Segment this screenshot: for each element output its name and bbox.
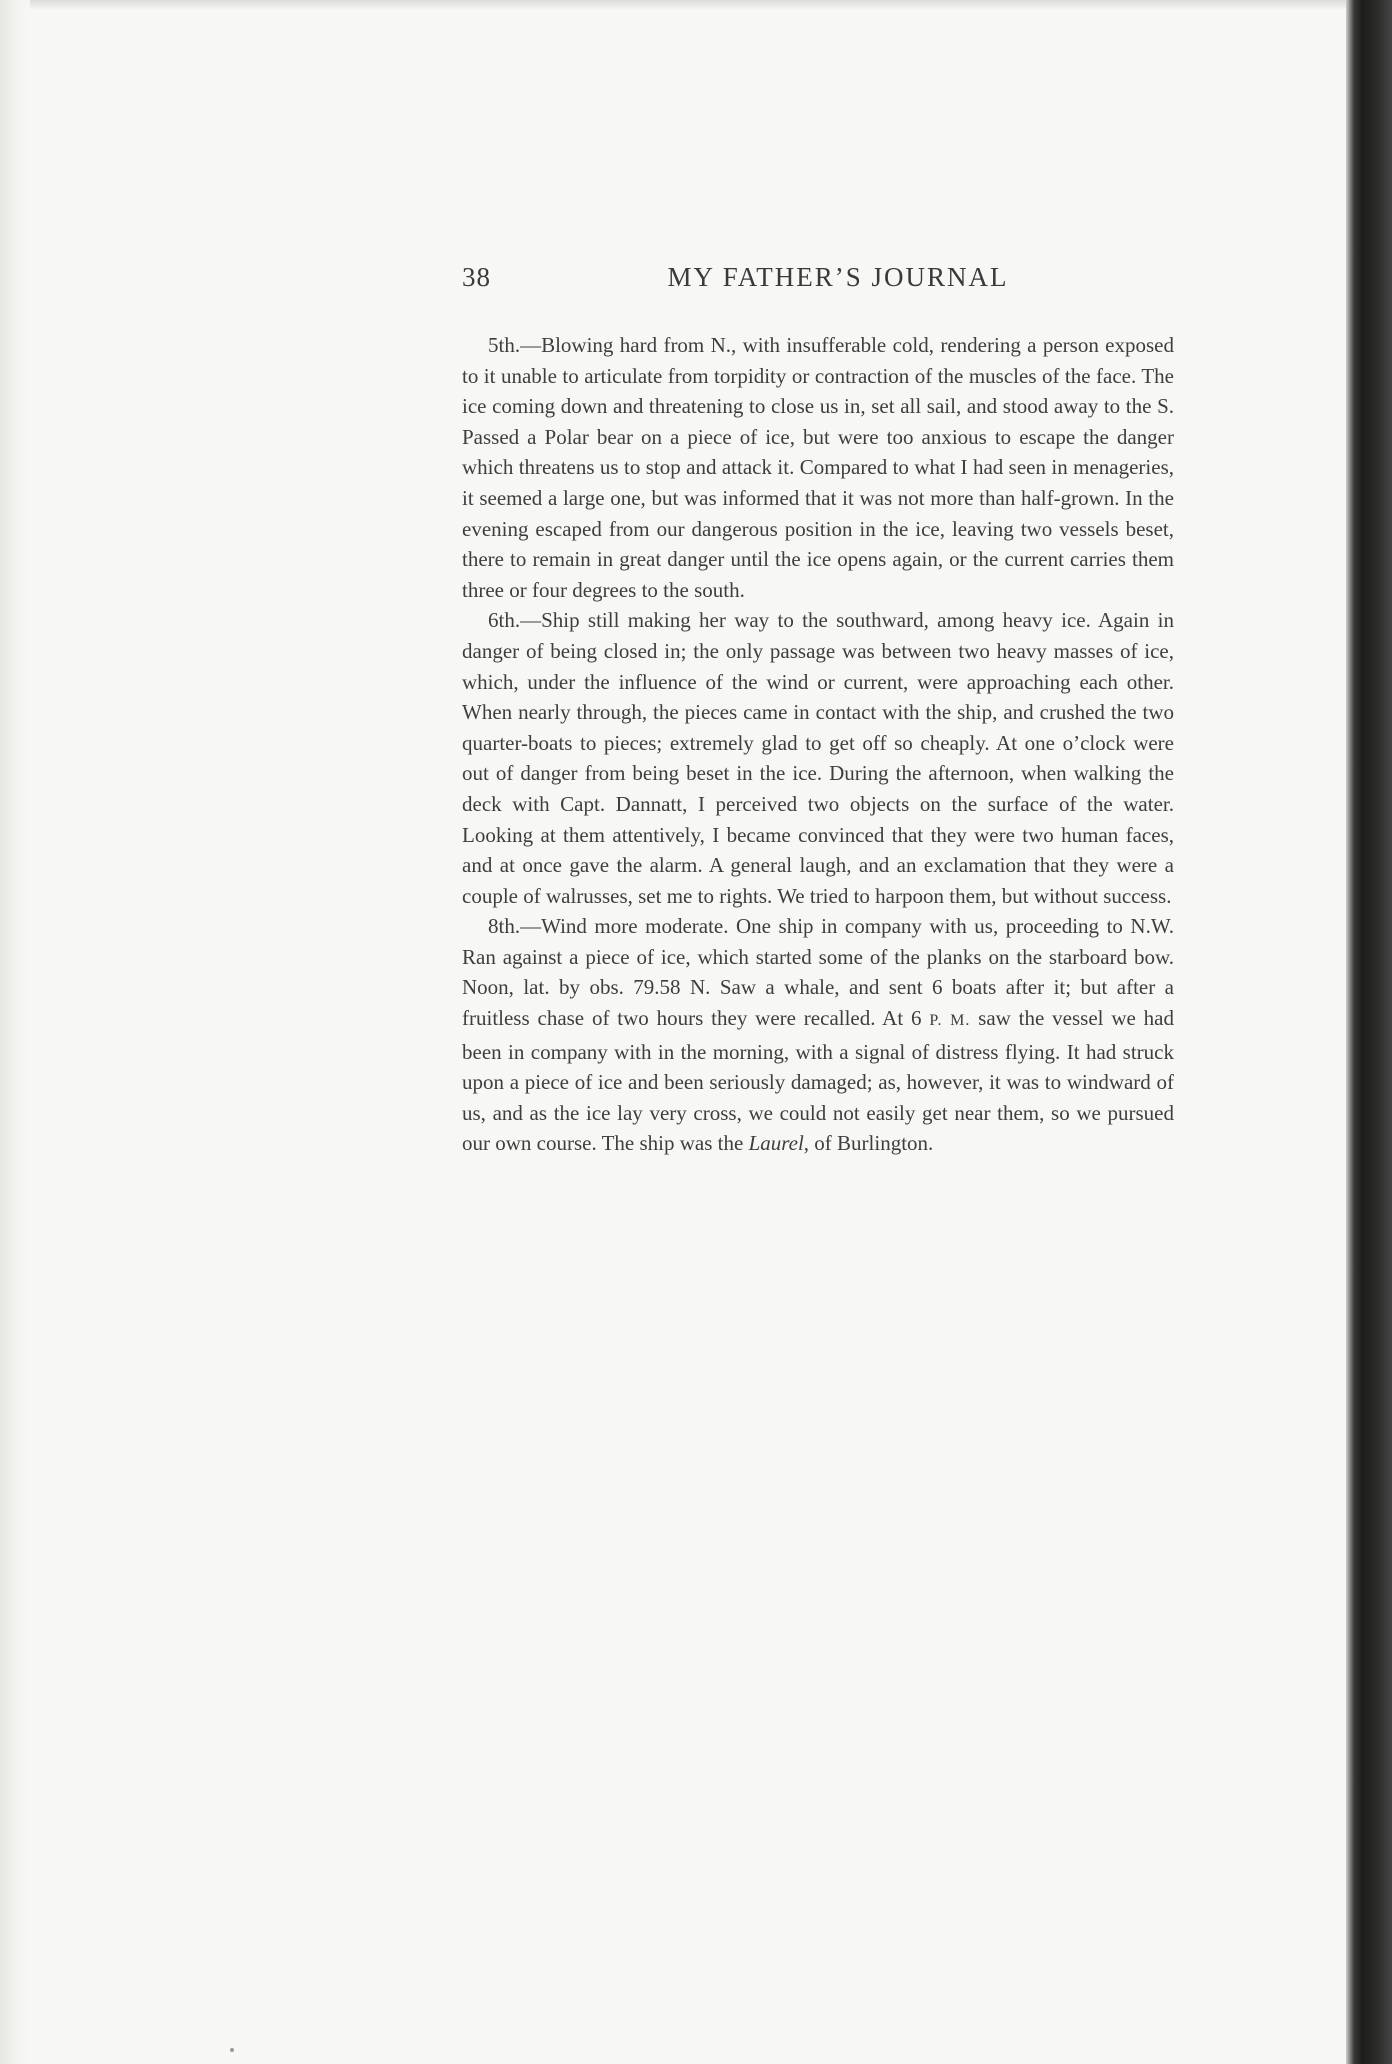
- ship-name: Laurel: [748, 1131, 804, 1156]
- time-abbreviation: P. M.: [929, 1012, 971, 1030]
- entry-8th-text-before: 8th.—Wind more moderate. One ship in company with us, proceeding to N.W. Ran against a piece of ice, which started some of the planks on the starboard bow. Noon, lat. by obs. 79.58 N. Saw a whale, and sent 6 boats after it; but after a fruitless chase of two hours they were recalled. At 6: [462, 914, 1174, 1031]
- running-title: MY FATHER’S JOURNAL: [667, 262, 1009, 292]
- journal-text: [462, 330, 1174, 1159]
- page-top-edge: [0, 0, 1346, 10]
- entry-8th: [462, 911, 1174, 1159]
- page-number: 38: [462, 262, 491, 292]
- running-head: [462, 262, 1174, 302]
- book-edge: [1346, 0, 1392, 2064]
- entry-5th: 5th.—Blowing hard from N., with insufferable cold, rendering a person exposed to it unable to articulate from torpidity or contraction of the muscles of the face. The ice coming down and threatening to close us in, set all sail, and stood away to the S. Passed a Polar bear on a piece of ice, but were too anxious to escape the danger which threatens us to stop and attack it. Compared to what I had seen in menageries, it seemed a large one, but was informed that it was not more than half-grown. In the evening escaped from our dangerous position in the ice, leaving two vessels beset, there to remain in great danger until the ice opens again, or the current carries them three or four degrees to the south.: [462, 333, 1174, 602]
- entry-8th-text-middle: saw the vessel we had been in company with in the morning, with a signal of distress flying. It had struck upon a piece of ice and been seriously damaged; as, however, it was to windward of us, and as the ice lay very cross, we could not easily get near them, so we pursued our own course. The ship was the: [462, 1006, 1174, 1156]
- entry-8th-text-after: , of Burlington.: [803, 1131, 934, 1156]
- page-gutter-shadow: [0, 0, 30, 2064]
- entry-6th: 6th.—Ship still making her way to the southward, among heavy ice. Again in danger of being closed in; the only passage was between two heavy masses of ice, which, under the influence of the wind or current, were approaching each other. When nearly through, the pieces came in contact with the ship, and crushed the two quarter-boats to pieces; extremely glad to get off so cheaply. At one o’clock were out of danger from being beset in the ice. During the afternoon, when walking the deck with Capt. Dannatt, I perceived two objects on the surface of the water. Looking at them attentively, I became convinced that they were two human faces, and at once gave the alarm. A general laugh, and an exclamation that they were a couple of walrusses, set me to rights. We tried to harpoon them, but without success.: [462, 608, 1174, 908]
- paper-speck: [230, 2048, 234, 2052]
